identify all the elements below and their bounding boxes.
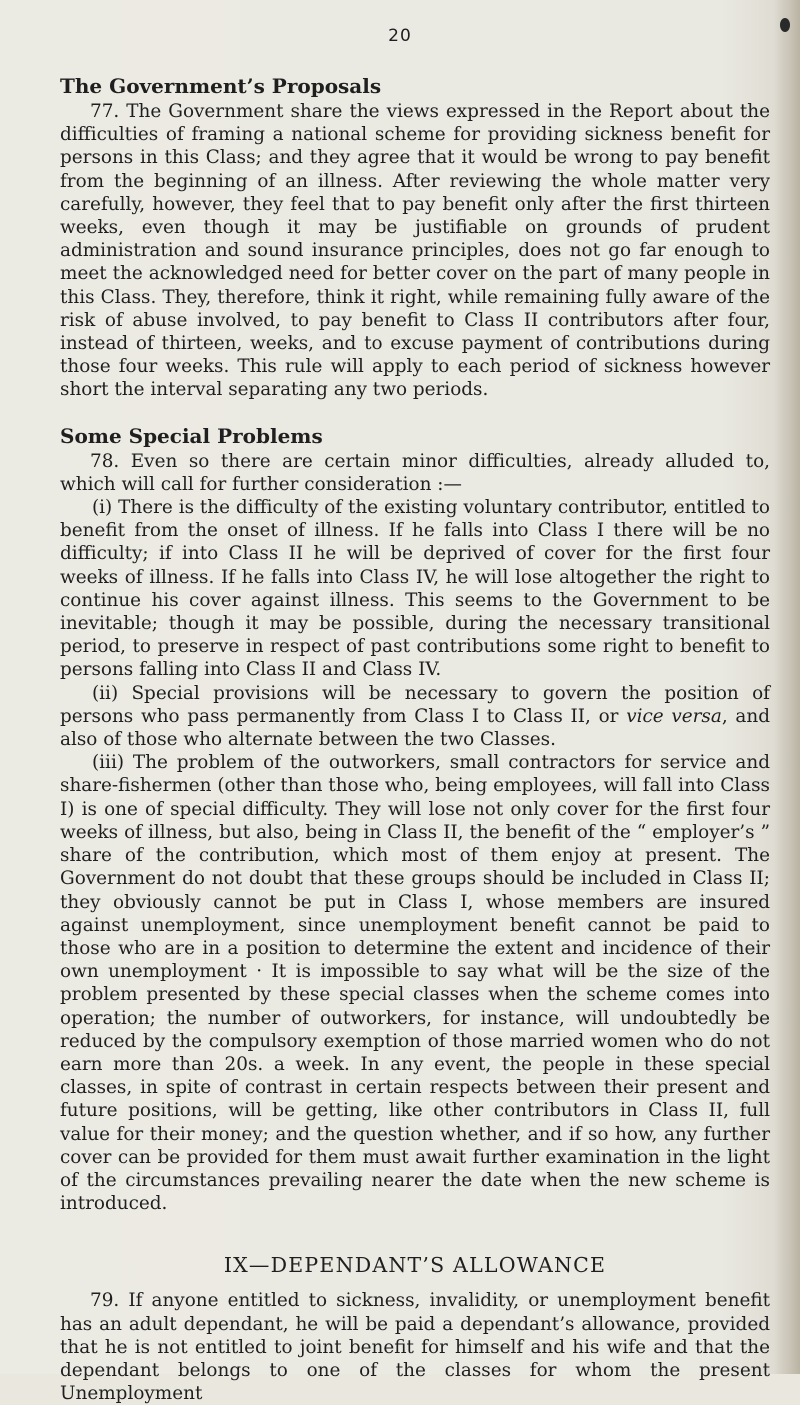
- page-body: [60, 74, 770, 1405]
- page-edge-shadow: [774, 0, 800, 1374]
- list-item-ii-italic: vice versa: [626, 705, 722, 727]
- chapter-heading-dependants-allowance: IX—DEPENDANT’S ALLOWANCE: [223, 1253, 607, 1278]
- section-heading-government-proposals: The Government’s Proposals: [60, 74, 382, 98]
- list-item-iii: (iii) The problem of the outworkers, small contractors for service and share-fishermen (other than those who, being employees, will fall into Class I) is one of special difficulty. They will lose not only cover for the first four weeks of illness, but also, being in Class II, the benefit of the “ employer’s ” share of the contribution, which most of them enjoy at present. The Government do not doubt that these groups should be included in Class II; they obviously cannot be put in Class I, whose members are insured against unemployment, since unemployment benefit cannot be paid to those who are in a position to determine the extent and incidence of their own unemployment · It is impossible to say what will be the size of the problem presented by these special classes when the scheme comes into operation; the number of outworkers, for instance, will undoubtedly be reduced by the compulsory exemption of those married women who do not earn more than 20s. a week. In any event, the people in these special classes, in spite of contrast in certain respects between their present and future positions, will be getting, like other contributors in Class II, full value for their money; and the question whether, and if so how, any further cover can be provided for them must await further examination in the light of the circumstances prevailing nearer the date when the new scheme is introduced.: [60, 752, 770, 1215]
- list-item-ii-text-b: , and also of those who alternate between the two Classes.: [60, 705, 770, 751]
- section-heading-special-problems: Some Special Problems: [60, 423, 323, 448]
- paragraph-79: 79. If anyone entitled to sickness, invalidity, or unemployment benefit has an adult dependant, he will be paid a dependant’s allowance, provided that he is not entitled to joint benefit for himself and his wife and that the dependant belongs to one of the classes for whom the present Unemployment: [60, 1290, 770, 1405]
- paragraph-77: 77. The Government share the views expressed in the Report about the difficulties of framing a national scheme for providing sickness benefit for persons in this Class; and they agree that it would be wrong to pay benefit from the beginning of an illness. After reviewing the whole matter very carefully, however, they feel that to pay benefit only after the first thirteen weeks, even though it may be justifiable on grounds of prudent administration and sound insurance principles, does not go far enough to meet the acknowledged need for better cover on the part of many people in this Class. They, therefore, think it right, while remaining fully aware of the risk of abuse involved, to pay benefit to Class II contributors after four, instead of thirteen, weeks, and to excuse payment of contributions during those four weeks. This rule will apply to each period of sickness however short the interval separating any two periods.: [60, 101, 770, 401]
- list-item-ii: [60, 682, 770, 752]
- list-item-i: (i) There is the difficulty of the existing voluntary contributor, entitled to benefit from the onset of illness. If he falls into Class I there will be no difficulty; if into Class II he will be deprived of cover for the first four weeks of illness. If he falls into Class IV, he will lose altogether the right to continue his cover against illness. This seems to the Government to be inevitable; though it may be possible, during the necessary transitional period, to preserve in respect of past contributions some right to benefit to persons falling into Class II and Class IV.: [60, 497, 770, 681]
- paragraph-78: 78. Even so there are certain minor difficulties, already alluded to, which will call for further consideration :—: [60, 450, 770, 495]
- list-item-ii-text-a: (ii) Special provisions will be necessary to govern the position of persons who pass permanently from Class I to Class II, or: [60, 682, 770, 727]
- page-number: 20: [388, 26, 412, 46]
